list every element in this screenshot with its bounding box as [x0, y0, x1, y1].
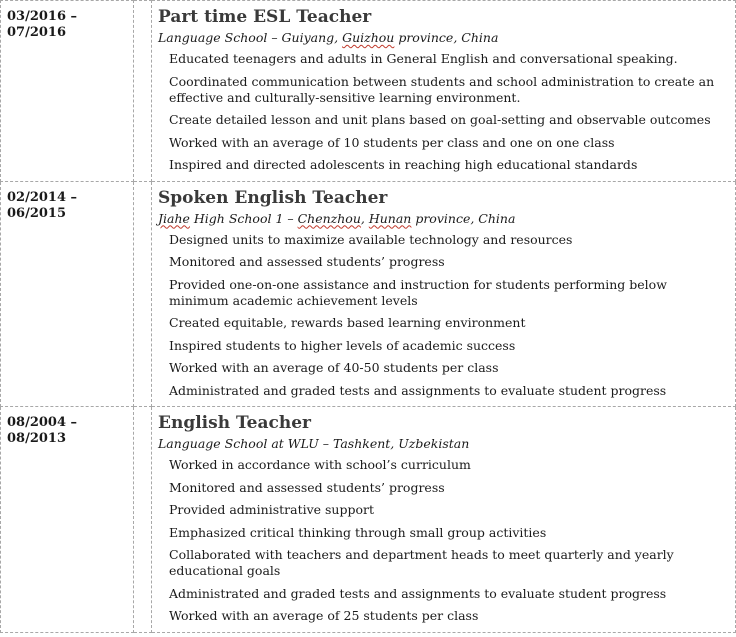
duty-item: Monitored and assessed students’ progress [169, 479, 445, 495]
employer-text: province, China [394, 30, 499, 45]
duty-item: Educated teenagers and adults in General English and conversational speaking. [169, 51, 678, 66]
spacer-cell [134, 181, 152, 407]
duty-item: Emphasized critical thinking through small group activities [169, 524, 547, 540]
duty-list [158, 48, 729, 177]
job-row [1, 181, 736, 407]
duty-item: Coordinated communication between students and school administration to create an effective and culturally-sensitive learning environment. [169, 73, 715, 105]
date-end: 06/2015 [7, 205, 67, 221]
duty-item: Worked in accordance with school’s curriculum [169, 457, 471, 472]
job-dates [1, 1, 134, 182]
job-title: Part time ESL Teacher [158, 7, 372, 27]
job-title: English Teacher [158, 413, 311, 433]
employer-text: High School 1 – [189, 210, 298, 226]
duty-item: Inspired students to higher levels of academic success [169, 337, 516, 353]
job-row [1, 1, 736, 182]
job-row [1, 407, 736, 633]
duty-item: Create detailed lesson and unit plans based on goal-setting and observable outcomes [169, 112, 711, 127]
duty-item: Provided one-on-one assistance and instruction for students performing below minimum academic achievement levels [169, 276, 667, 308]
employer-text: Language School at WLU – Tashkent, Uzbekistan [158, 436, 470, 451]
duty-item: Worked with an average of 25 students per class [169, 608, 479, 623]
duty-item: Worked with an average of 40-50 students per class [169, 360, 499, 375]
employer-line [158, 435, 729, 452]
duty-list [158, 454, 729, 628]
duty-item: Monitored and assessed students’ progress [169, 254, 445, 269]
job-details [152, 407, 736, 633]
duty-item: Created equitable, rewards based learning environment [169, 315, 526, 330]
duty-item: Administrated and graded tests and assignments to evaluate student progress [169, 382, 667, 398]
date-start: 03/2016 – [7, 9, 78, 24]
employer-line [158, 210, 729, 227]
date-end: 08/2013 [7, 431, 67, 446]
spellcheck-word: Guizhou [342, 30, 395, 45]
spellcheck-word: Hunan [368, 210, 412, 226]
duty-item: Worked with an average of 10 students per class and one on one class [169, 134, 615, 150]
duty-list [158, 229, 729, 403]
job-details [152, 181, 736, 407]
job-dates [1, 181, 134, 407]
job-title: Spoken English Teacher [158, 187, 388, 208]
duty-item: Administrated and graded tests and assignments to evaluate student progress [169, 585, 667, 601]
job-dates [1, 407, 134, 633]
spellcheck-word: Chenzhou [297, 210, 361, 226]
employer-text: , [360, 210, 369, 226]
duty-item: Designed units to maximize available technology and resources [169, 231, 573, 247]
duty-item: Inspired and directed adolescents in reaching high educational standards [169, 157, 638, 172]
date-start: 08/2004 – [7, 415, 78, 430]
spacer-cell [134, 407, 152, 633]
employer-text: province, China [411, 210, 516, 226]
duty-item: Provided administrative support [169, 502, 375, 517]
job-details [152, 1, 736, 182]
date-end: 07/2016 [7, 25, 67, 40]
employer-line [158, 29, 729, 46]
employer-text: Language School – Guiyang, [158, 30, 343, 45]
duty-item: Collaborated with teachers and department heads to meet quarterly and yearly educational goals [169, 547, 674, 578]
spellcheck-word: Jiahe [158, 210, 190, 226]
spacer-cell [134, 1, 152, 182]
date-start: 02/2014 – [7, 189, 78, 205]
